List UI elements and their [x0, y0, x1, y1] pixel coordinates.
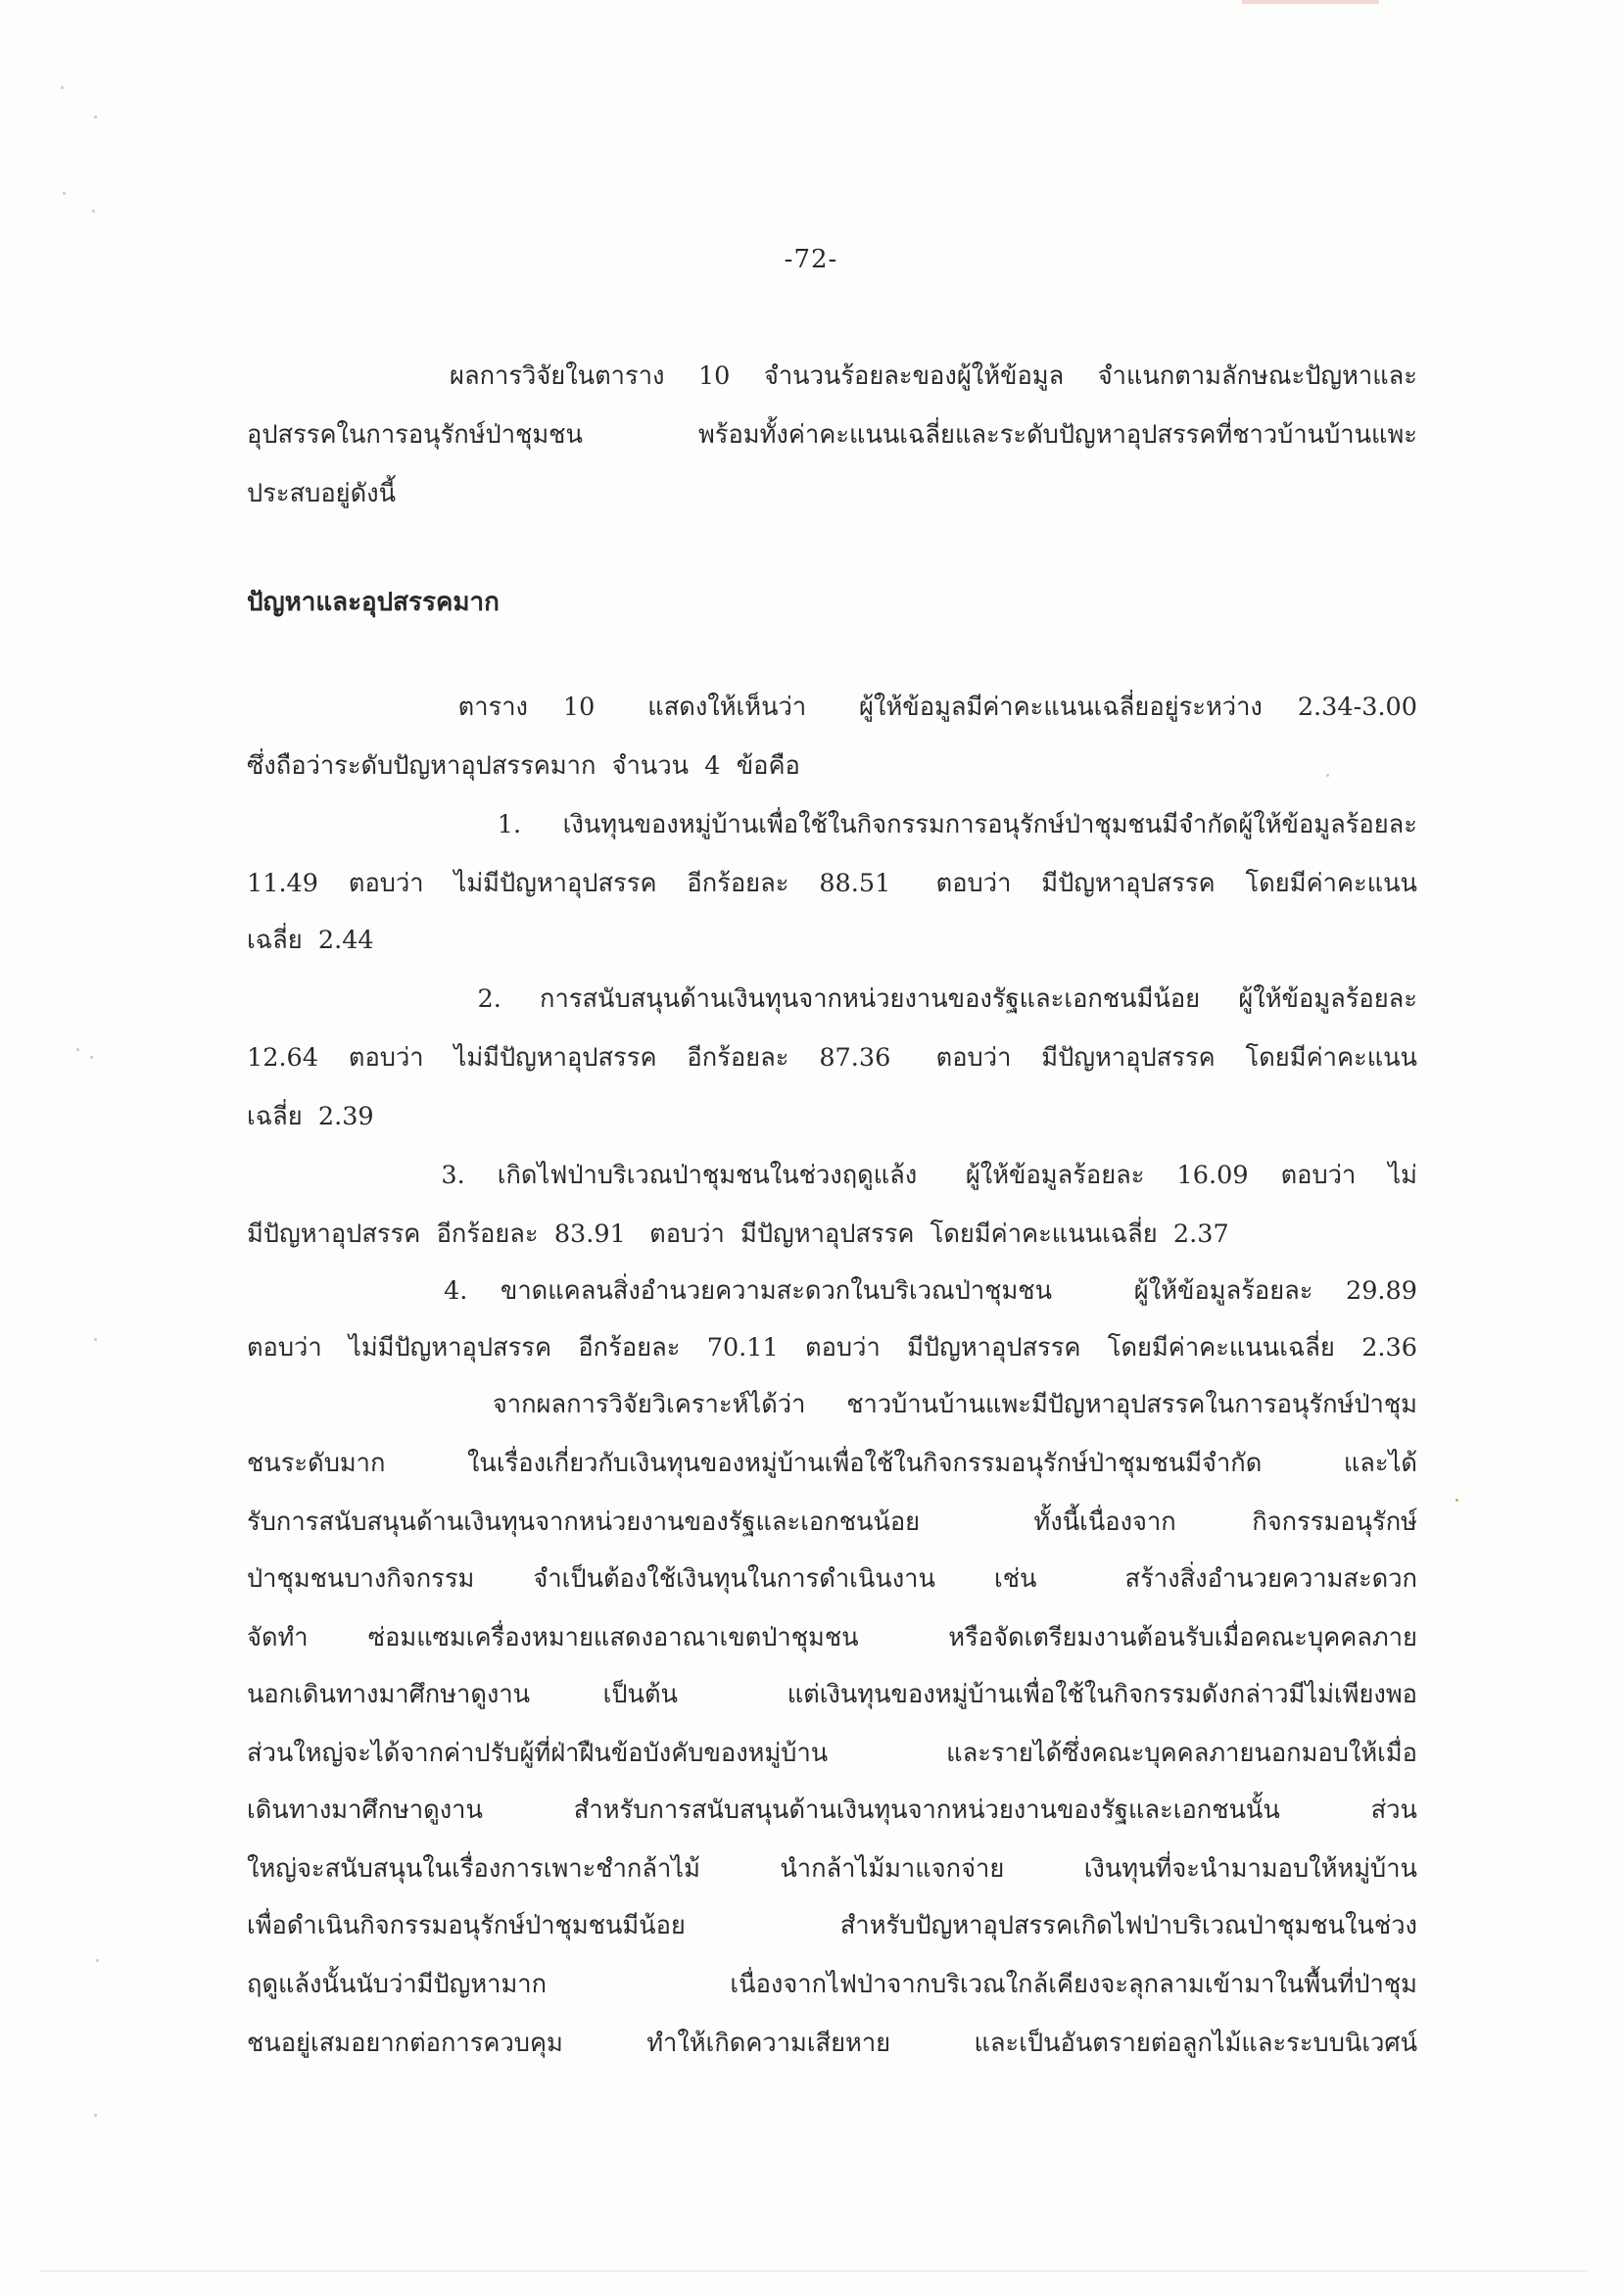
text-line: 2. การสนับสนุนด้านเงินทุนจากหน่วยงานของรัฐและเอกชนมีน้อย ผู้ให้ข้อมูลร้อยละ	[247, 984, 1417, 1014]
text-line: มีปัญหาอุปสรรค อีกร้อยละ 83.91 ตอบว่า มีปัญหาอุปสรรค โดยมีค่าคะแนนเฉลี่ย 2.37	[247, 1220, 1229, 1249]
text-line: อุปสรรคในการอนุรักษ์ป่าชุมชน พร้อมทั้งค่าคะแนนเฉลี่ยและระดับปัญหาอุปสรรคที่ชาวบ้านบ้านแพะ	[247, 420, 1417, 450]
text-line: 4. ขาดแคลนสิ่งอำนวยความสะดวกในบริเวณป่าชุมชน ผู้ให้ข้อมูลร้อยละ 29.89	[247, 1276, 1417, 1306]
scan-speck	[90, 1056, 93, 1059]
text-line: ส่วนใหญ่จะได้จากค่าปรับผู้ที่ฝ่าฝืนข้อบังคับของหมู่บ้าน และรายได้ซึ่งคณะบุคคลภายนอกมอบให้เมื่อ	[247, 1739, 1417, 1768]
scan-speck	[76, 1048, 79, 1051]
text-line: 12.64 ตอบว่า ไม่มีปัญหาอุปสรรค อีกร้อยละ 87.36 ตอบว่า มีปัญหาอุปสรรค โดยมีค่าคะแนน	[247, 1043, 1417, 1073]
text-line: 1. เงินทุนของหมู่บ้านเพื่อใช้ในกิจกรรมการอนุรักษ์ป่าชุมชนมีจำกัดผู้ให้ข้อมูลร้อยละ	[247, 810, 1417, 839]
text-line: 3. เกิดไฟป่าบริเวณป่าชุมชนในช่วงฤดูแล้ง ผู้ให้ข้อมูลร้อยละ 16.09 ตอบว่า ไม่	[247, 1161, 1417, 1190]
scan-speck	[63, 192, 66, 195]
text-line: ผลการวิจัยในตาราง 10 จำนวนร้อยละของผู้ให้ข้อมูล จำแนกตามลักษณะปัญหาและ	[247, 361, 1417, 391]
text-line: ประสบอยู่ดังนี้	[247, 479, 397, 508]
page-number: -72-	[784, 245, 838, 274]
text-line: ฤดูแล้งนั้นนับว่ามีปัญหามาก เนื่องจากไฟป่าจากบริเวณใกล้เคียงจะลุกลามเข้ามาในพื้นที่ป่าชุม	[247, 1970, 1417, 1999]
text-line: จากผลการวิจัยวิเคราะห์ได้ว่า ชาวบ้านบ้านแพะมีปัญหาอุปสรรคในการอนุรักษ์ป่าชุม	[247, 1390, 1417, 1419]
scan-speck	[92, 210, 95, 213]
scan-speck	[94, 2114, 97, 2117]
scan-speck	[94, 116, 97, 119]
scan-speck	[1455, 1499, 1458, 1502]
section-heading: ปัญหาและอุปสรรคมาก	[247, 588, 500, 617]
text-line: ใหญ่จะสนับสนุนในเรื่องการเพาะชำกล้าไม้ นำกล้าไม้มาแจกจ่าย เงินทุนที่จะนำมามอบให้หมู่บ้าน	[247, 1854, 1417, 1884]
text-line: ป่าชุมชนบางกิจกรรม จำเป็นต้องใช้เงินทุนในการดำเนินงาน เช่น สร้างสิ่งอำนวยความสะดวก	[247, 1564, 1417, 1594]
text-line: เดินทางมาศึกษาดูงาน สำหรับการสนับสนุนด้านเงินทุนจากหน่วยงานของรัฐและเอกชนนั้น ส่วน	[247, 1795, 1417, 1825]
scan-speck	[96, 1959, 99, 1962]
text-line: เพื่อดำเนินกิจกรรมอนุรักษ์ป่าชุมชนมีน้อย สำหรับปัญหาอุปสรรคเกิดไฟป่าบริเวณป่าชุมชนในช่วง	[247, 1911, 1417, 1940]
text-line: รับการสนับสนุนด้านเงินทุนจากหน่วยงานของรัฐและเอกชนน้อย ทั้งนี้เนื่องจาก กิจกรรมอนุรักษ์	[247, 1507, 1417, 1537]
scan-speck	[1326, 774, 1329, 777]
text-line: เฉลี่ย 2.39	[247, 1102, 374, 1131]
page-edge	[39, 2271, 1587, 2272]
scan-mark	[1242, 0, 1379, 4]
text-line: ตอบว่า ไม่มีปัญหาอุปสรรค อีกร้อยละ 70.11 ตอบว่า มีปัญหาอุปสรรค โดยมีค่าคะแนนเฉลี่ย 2.36	[247, 1333, 1417, 1363]
text-line: จัดทำ ซ่อมแซมเครื่องหมายแสดงอาณาเขตป่าชุมชน หรือจัดเตรียมงานต้อนรับเมื่อคณะบุคคลภาย	[247, 1623, 1417, 1652]
text-line: ตาราง 10 แสดงให้เห็นว่า ผู้ให้ข้อมูลมีค่าคะแนนเฉลี่ยอยู่ระหว่าง 2.34-3.00	[247, 693, 1417, 722]
text-line: นอกเดินทางมาศึกษาดูงาน เป็นต้น แต่เงินทุนของหมู่บ้านเพื่อใช้ในกิจกรรมดังกล่าวมีไม่เพียงพอ	[247, 1680, 1417, 1709]
text-line: 11.49 ตอบว่า ไม่มีปัญหาอุปสรรค อีกร้อยละ 88.51 ตอบว่า มีปัญหาอุปสรรค โดยมีค่าคะแนน	[247, 869, 1417, 898]
text-line: ชนอยู่เสมอยากต่อการควบคุม ทำให้เกิดความเสียหาย และเป็นอันตรายต่อลูกไม้และระบบนิเวศน์	[247, 2029, 1417, 2058]
scan-speck	[61, 86, 64, 89]
text-line: ซึ่งถือว่าระดับปัญหาอุปสรรคมาก จำนวน 4 ข้อคือ	[247, 751, 800, 781]
text-line: เฉลี่ย 2.44	[247, 926, 374, 955]
text-line: ชนระดับมาก ในเรื่องเกี่ยวกับเงินทุนของหมู่บ้านเพื่อใช้ในกิจกรรมอนุรักษ์ป่าชุมชนมีจำกัด และได้	[247, 1449, 1417, 1478]
scan-speck	[94, 1338, 97, 1341]
